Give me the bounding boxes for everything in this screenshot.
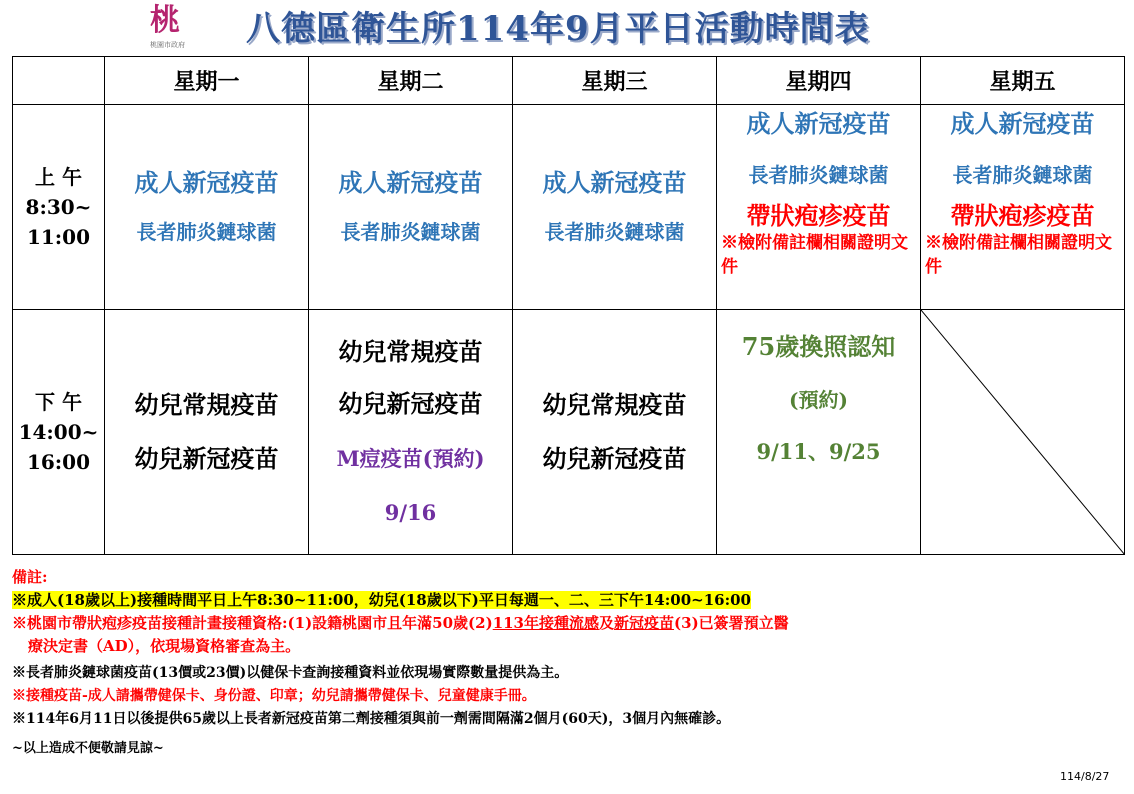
note-1 [12,589,1122,612]
afternoon-row [13,310,1125,555]
afternoon-end: 16:00 [26,450,91,474]
shingles-note-fri: ※檢附備註欄相關證明文件 [925,233,1112,277]
notes-heading: 備註: [12,568,48,586]
page-title: 八德區衛生所114年9月平日活動時間表 [246,9,870,49]
note-3: ※長者肺炎鏈球菌疫苗(13價或23價)以健保卡查詢接種資料並依現場實際數量提供為主。 [12,665,569,681]
child-covid-mon: 幼兒新冠疫苗 [134,444,279,473]
child-covid-tue: 幼兒新冠疫苗 [338,389,483,418]
morning-time-cell [13,105,105,310]
header [0,0,1134,58]
shingles-fri: 帶狀疱疹疫苗 [950,201,1095,230]
logo-caption: 桃園市政府 [150,41,185,49]
note-5: ※114年6月11日以後提供65歲以上長者新冠疫苗第二劑接種須與前一劑需間隔滿2個月(60天)，3個月內無確診。 [12,711,731,727]
license-reserve: (預約) [789,388,848,412]
day-header-fri: 星期五 [921,57,1125,105]
covid-adult-tue: 成人新冠疫苗 [338,168,483,197]
wed-morning-cell [513,105,717,310]
note-4: ※接種疫苗-成人請攜帶健保卡、身份證、印章；幼兒請攜帶健保卡、兒童健康手冊。 [12,688,536,704]
diagonal-line [921,310,1125,555]
taoyuan-logo [150,4,196,52]
afternoon-time-cell [13,310,105,555]
mon-afternoon-cell [105,310,309,555]
pneumo-mon: 長者肺炎鏈球菌 [136,220,277,244]
note-2d: 新冠疫苗 [614,614,675,632]
day-header-wed: 星期三 [513,57,717,105]
mon-morning-cell [105,105,309,310]
afternoon-start: 14:00~ [18,420,99,444]
note-2 [12,612,1122,635]
license-75-check: 75歲換照認知 [741,332,896,361]
notes-section [12,566,1122,760]
license-dates: 9/11、9/25 [756,439,881,464]
pneumo-tue: 長者肺炎鏈球菌 [340,220,481,244]
pneumo-wed: 長者肺炎鏈球菌 [544,220,685,244]
fri-afternoon-cell [921,310,1125,555]
note-2c: 及 [599,614,615,632]
mpox-date: 9/16 [384,500,437,525]
covid-adult-wed: 成人新冠疫苗 [542,168,687,197]
closing-text: ~以上造成不便敬請見諒~ [12,741,164,756]
logo-mark: 桃 [150,3,180,38]
child-routine-tue: 幼兒常規疫苗 [338,337,483,366]
header-row [13,57,1125,105]
morning-label: 上 午 [35,165,82,189]
shingles-note-thu: ※檢附備註欄相關證明文件 [721,233,908,277]
thu-morning-cell [717,105,921,310]
morning-row [13,105,1125,310]
tue-morning-cell [309,105,513,310]
note-1-text: ※成人(18歲以上)接種時間平日上午8:30~11:00，幼兒(18歲以下)平日每週一、二、三下午14:00~16:00 [12,591,751,609]
mpox-vaccine: M痘疫苗(預約) [336,446,485,471]
covid-adult-fri: 成人新冠疫苗 [950,109,1095,138]
footer-date: 114/8/27 [1060,770,1110,783]
child-routine-mon: 幼兒常規疫苗 [134,390,279,419]
note-2-cont: 療決定書（AD），依現場資格審查為主。 [28,637,301,655]
afternoon-label: 下 午 [35,390,82,414]
morning-start: 8:30~ [25,195,92,219]
schedule-table [12,56,1125,555]
pneumo-thu: 長者肺炎鏈球菌 [748,163,889,187]
day-header-thu: 星期四 [717,57,921,105]
note-2a: ※桃園市帶狀疱疹疫苗接種計畫接種資格:(1)設籍桃園市且年滿50歲(2) [12,614,493,632]
wed-afternoon-cell [513,310,717,555]
child-covid-wed: 幼兒新冠疫苗 [542,444,687,473]
shingles-thu: 帶狀疱疹疫苗 [746,201,891,230]
day-header-tue: 星期二 [309,57,513,105]
note-2e: (3)已簽署預立醫 [674,614,789,632]
child-routine-wed: 幼兒常規疫苗 [542,390,687,419]
covid-adult-mon: 成人新冠疫苗 [134,168,279,197]
day-header-mon: 星期一 [105,57,309,105]
covid-adult-thu: 成人新冠疫苗 [746,109,891,138]
note-2b: 113年接種流感 [492,614,599,632]
fri-morning-cell [921,105,1125,310]
pneumo-fri: 長者肺炎鏈球菌 [952,163,1093,187]
morning-end: 11:00 [26,225,91,249]
corner-cell [13,57,105,105]
tue-afternoon-cell [309,310,513,555]
thu-afternoon-cell [717,310,921,555]
